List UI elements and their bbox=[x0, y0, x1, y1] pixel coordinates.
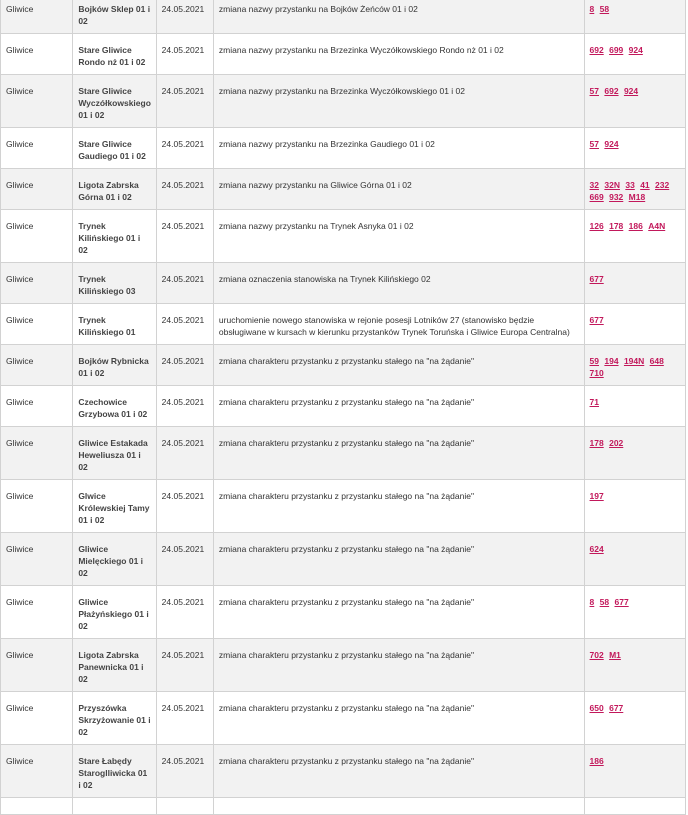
line-link[interactable]: 624 bbox=[589, 544, 604, 554]
line-link[interactable]: 677 bbox=[609, 703, 624, 713]
stop-name-cell: Ligota Zabrska Górna 01 i 02 bbox=[73, 169, 156, 210]
line-link[interactable]: 677 bbox=[614, 597, 629, 607]
lines-cell bbox=[584, 169, 685, 210]
stop-name-cell: Gliwice Estakada Heweliusza 01 i 02 bbox=[73, 427, 156, 480]
line-link[interactable]: 8 bbox=[589, 4, 595, 14]
stop-name-cell: Bojków Rybnicka 01 i 02 bbox=[73, 345, 156, 386]
city-cell: Gliwice bbox=[1, 386, 73, 427]
city-cell: Gliwice bbox=[1, 345, 73, 386]
lines-cell bbox=[584, 210, 685, 263]
table-body bbox=[1, 0, 686, 815]
description-cell: zmiana nazwy przystanku na Bojków Żeńców 01 i 02 bbox=[213, 0, 584, 34]
line-link[interactable]: A4N bbox=[648, 221, 666, 231]
line-link[interactable]: 924 bbox=[604, 139, 619, 149]
line-link[interactable]: 232 bbox=[655, 180, 670, 190]
table-row bbox=[1, 75, 686, 128]
city-cell: Gliwice bbox=[1, 480, 73, 533]
line-link[interactable]: 924 bbox=[623, 86, 639, 96]
line-link[interactable]: 8 bbox=[589, 597, 595, 607]
city-cell: Gliwice bbox=[1, 75, 73, 128]
stop-name-cell: Stare Łabędy Staroglliwicka 01 i 02 bbox=[73, 745, 156, 798]
description-cell: zmiana nazwy przystanku na Brzezinka Wyczółkowskiego 01 i 02 bbox=[213, 75, 584, 128]
line-link[interactable]: 194 bbox=[604, 356, 619, 366]
lines-cell bbox=[584, 0, 685, 34]
date-cell: 24.05.2021 bbox=[156, 745, 213, 798]
city-cell bbox=[1, 798, 73, 815]
line-link[interactable]: 702 bbox=[589, 650, 604, 660]
table-row bbox=[1, 34, 686, 75]
date-cell: 24.05.2021 bbox=[156, 34, 213, 75]
table-row bbox=[1, 0, 686, 34]
lines-cell bbox=[584, 345, 685, 386]
line-link[interactable]: 186 bbox=[628, 221, 643, 231]
city-cell: Gliwice bbox=[1, 0, 73, 34]
line-link[interactable]: M1 bbox=[609, 650, 621, 660]
date-cell: 24.05.2021 bbox=[156, 75, 213, 128]
line-link[interactable]: 126 bbox=[589, 221, 604, 231]
date-cell: 24.05.2021 bbox=[156, 586, 213, 639]
city-cell: Gliwice bbox=[1, 263, 73, 304]
description-cell: uruchomienie nowego stanowiska w rejonie posesji Lotników 27 (stanowisko będzie obsługiwane w kursach w kierunku przystanków Trynek Toruńska i Gliwice Europa Centralna) bbox=[213, 304, 584, 345]
city-cell: Gliwice bbox=[1, 128, 73, 169]
lines-cell bbox=[584, 427, 685, 480]
table-row bbox=[1, 128, 686, 169]
stop-name-cell: Trynek Kilińskiego 01 bbox=[73, 304, 156, 345]
line-link[interactable]: 202 bbox=[609, 438, 624, 448]
date-cell: 24.05.2021 bbox=[156, 128, 213, 169]
table-row bbox=[1, 345, 686, 386]
description-cell: zmiana nazwy przystanku na Trynek Asnyka 01 i 02 bbox=[213, 210, 584, 263]
line-link[interactable]: 57 bbox=[589, 139, 599, 149]
table-row bbox=[1, 169, 686, 210]
line-link[interactable]: 677 bbox=[589, 274, 604, 284]
stop-name-cell: Bojków Sklep 01 i 02 bbox=[73, 0, 156, 34]
stop-name-cell: Glwice Królewskiej Tamy 01 i 02 bbox=[73, 480, 156, 533]
line-link[interactable]: 677 bbox=[589, 315, 604, 325]
stop-name-cell: Przyszówka Skrzyżowanie 01 i 02 bbox=[73, 692, 156, 745]
stop-name-cell: Stare Gliwice Wyczółkowskiego 01 i 02 bbox=[73, 75, 156, 128]
line-link[interactable]: 924 bbox=[628, 45, 643, 55]
lines-cell bbox=[584, 304, 685, 345]
city-cell: Gliwice bbox=[1, 745, 73, 798]
description-cell: zmiana charakteru przystanku z przystanku stałego na "na żądanie" bbox=[213, 745, 584, 798]
description-cell: zmiana charakteru przystanku z przystanku stałego na "na żądanie" bbox=[213, 427, 584, 480]
line-link[interactable]: 186 bbox=[589, 756, 604, 766]
stop-name-cell bbox=[73, 798, 156, 815]
city-cell: Gliwice bbox=[1, 692, 73, 745]
table-row bbox=[1, 263, 686, 304]
table-row bbox=[1, 480, 686, 533]
line-link[interactable]: 932 bbox=[609, 192, 624, 202]
stop-name-cell: Stare Gliwice Rondo nż 01 i 02 bbox=[73, 34, 156, 75]
date-cell: 24.05.2021 bbox=[156, 639, 213, 692]
description-cell: zmiana charakteru przystanku z przystanku stałego na "na żądanie" bbox=[213, 386, 584, 427]
city-cell: Gliwice bbox=[1, 210, 73, 263]
date-cell: 24.05.2021 bbox=[156, 304, 213, 345]
stop-name-cell: Trynek Kilińskiego 03 bbox=[73, 263, 156, 304]
description-cell: zmiana charakteru przystanku z przystanku stałego na "na żądanie" bbox=[213, 480, 584, 533]
lines-cell bbox=[584, 745, 685, 798]
lines-cell bbox=[584, 798, 685, 815]
date-cell: 24.05.2021 bbox=[156, 169, 213, 210]
lines-cell bbox=[584, 263, 685, 304]
line-link[interactable]: 178 bbox=[609, 221, 624, 231]
lines-cell bbox=[584, 480, 685, 533]
stop-name-cell: Ligota Zabrska Panewnicka 01 i 02 bbox=[73, 639, 156, 692]
table-row bbox=[1, 304, 686, 345]
city-cell: Gliwice bbox=[1, 34, 73, 75]
description-cell: zmiana charakteru przystanku z przystanku stałego na "na żądanie" bbox=[213, 639, 584, 692]
date-cell bbox=[156, 798, 213, 815]
table-row bbox=[1, 533, 686, 586]
line-link[interactable]: M18 bbox=[628, 192, 646, 202]
date-cell: 24.05.2021 bbox=[156, 0, 213, 34]
line-link[interactable]: 71 bbox=[589, 397, 599, 407]
table-row bbox=[1, 745, 686, 798]
stop-name-cell: Stare Gliwice Gaudiego 01 i 02 bbox=[73, 128, 156, 169]
lines-cell bbox=[584, 34, 685, 75]
line-link[interactable]: 692 bbox=[604, 86, 619, 96]
date-cell: 24.05.2021 bbox=[156, 427, 213, 480]
table-row bbox=[1, 798, 686, 815]
line-link[interactable]: 58 bbox=[599, 4, 610, 14]
line-link[interactable]: 692 bbox=[589, 45, 604, 55]
description-cell: zmiana charakteru przystanku z przystanku stałego na "na żądanie" bbox=[213, 533, 584, 586]
description-cell: zmiana charakteru przystanku z przystanku stałego na "na żądanie" bbox=[213, 692, 584, 745]
lines-cell bbox=[584, 128, 685, 169]
line-link[interactable]: 197 bbox=[589, 491, 604, 501]
date-cell: 24.05.2021 bbox=[156, 692, 213, 745]
line-link[interactable]: 33 bbox=[625, 180, 635, 190]
lines-cell bbox=[584, 75, 685, 128]
table-row bbox=[1, 427, 686, 480]
description-cell: zmiana nazwy przystanku na Brzezinka Wyczółkowskiego Rondo nż 01 i 02 bbox=[213, 34, 584, 75]
table-row bbox=[1, 210, 686, 263]
line-link[interactable]: 650 bbox=[589, 703, 604, 713]
lines-cell bbox=[584, 533, 685, 586]
city-cell: Gliwice bbox=[1, 639, 73, 692]
table-row bbox=[1, 386, 686, 427]
line-link[interactable]: 41 bbox=[640, 180, 650, 190]
city-cell: Gliwice bbox=[1, 427, 73, 480]
description-cell: zmiana nazwy przystanku na Gliwice Górna 01 i 02 bbox=[213, 169, 584, 210]
date-cell: 24.05.2021 bbox=[156, 386, 213, 427]
lines-cell bbox=[584, 586, 685, 639]
description-cell: zmiana oznaczenia stanowiska na Trynek Kilińskiego 02 bbox=[213, 263, 584, 304]
line-link[interactable]: 699 bbox=[609, 45, 624, 55]
lines-cell bbox=[584, 692, 685, 745]
line-link[interactable]: 58 bbox=[599, 597, 610, 607]
description-cell: zmiana nazwy przystanku na Brzezinka Gaudiego 01 i 02 bbox=[213, 128, 584, 169]
line-link[interactable]: 648 bbox=[649, 356, 664, 366]
date-cell: 24.05.2021 bbox=[156, 480, 213, 533]
stop-name-cell: Gliwice Mielęckiego 01 i 02 bbox=[73, 533, 156, 586]
lines-cell bbox=[584, 386, 685, 427]
stop-name-cell: Czechowice Grzybowa 01 i 02 bbox=[73, 386, 156, 427]
city-cell: Gliwice bbox=[1, 169, 73, 210]
line-link[interactable]: 194N bbox=[623, 356, 645, 366]
line-link[interactable]: 178 bbox=[589, 438, 604, 448]
date-cell: 24.05.2021 bbox=[156, 345, 213, 386]
description-cell bbox=[213, 798, 584, 815]
description-cell: zmiana charakteru przystanku z przystanku stałego na "na żądanie" bbox=[213, 586, 584, 639]
table-row bbox=[1, 586, 686, 639]
description-cell: zmiana charakteru przystanku z przystanku stałego na "na żądanie" bbox=[213, 345, 584, 386]
date-cell: 24.05.2021 bbox=[156, 263, 213, 304]
stop-name-cell: Trynek Kilińskiego 01 i 02 bbox=[73, 210, 156, 263]
city-cell: Gliwice bbox=[1, 304, 73, 345]
date-cell: 24.05.2021 bbox=[156, 210, 213, 263]
line-link[interactable]: 32 bbox=[589, 180, 599, 190]
city-cell: Gliwice bbox=[1, 533, 73, 586]
line-link[interactable]: 32N bbox=[604, 180, 620, 190]
stop-name-cell: Gliwice Płażyńskiego 01 i 02 bbox=[73, 586, 156, 639]
line-link[interactable]: 57 bbox=[589, 86, 599, 96]
line-link[interactable]: 669 bbox=[589, 192, 604, 202]
table-row bbox=[1, 692, 686, 745]
line-link[interactable]: 59 bbox=[589, 356, 599, 366]
line-link[interactable]: 710 bbox=[589, 368, 604, 378]
date-cell: 24.05.2021 bbox=[156, 533, 213, 586]
city-cell: Gliwice bbox=[1, 586, 73, 639]
lines-cell bbox=[584, 639, 685, 692]
table-row bbox=[1, 639, 686, 692]
